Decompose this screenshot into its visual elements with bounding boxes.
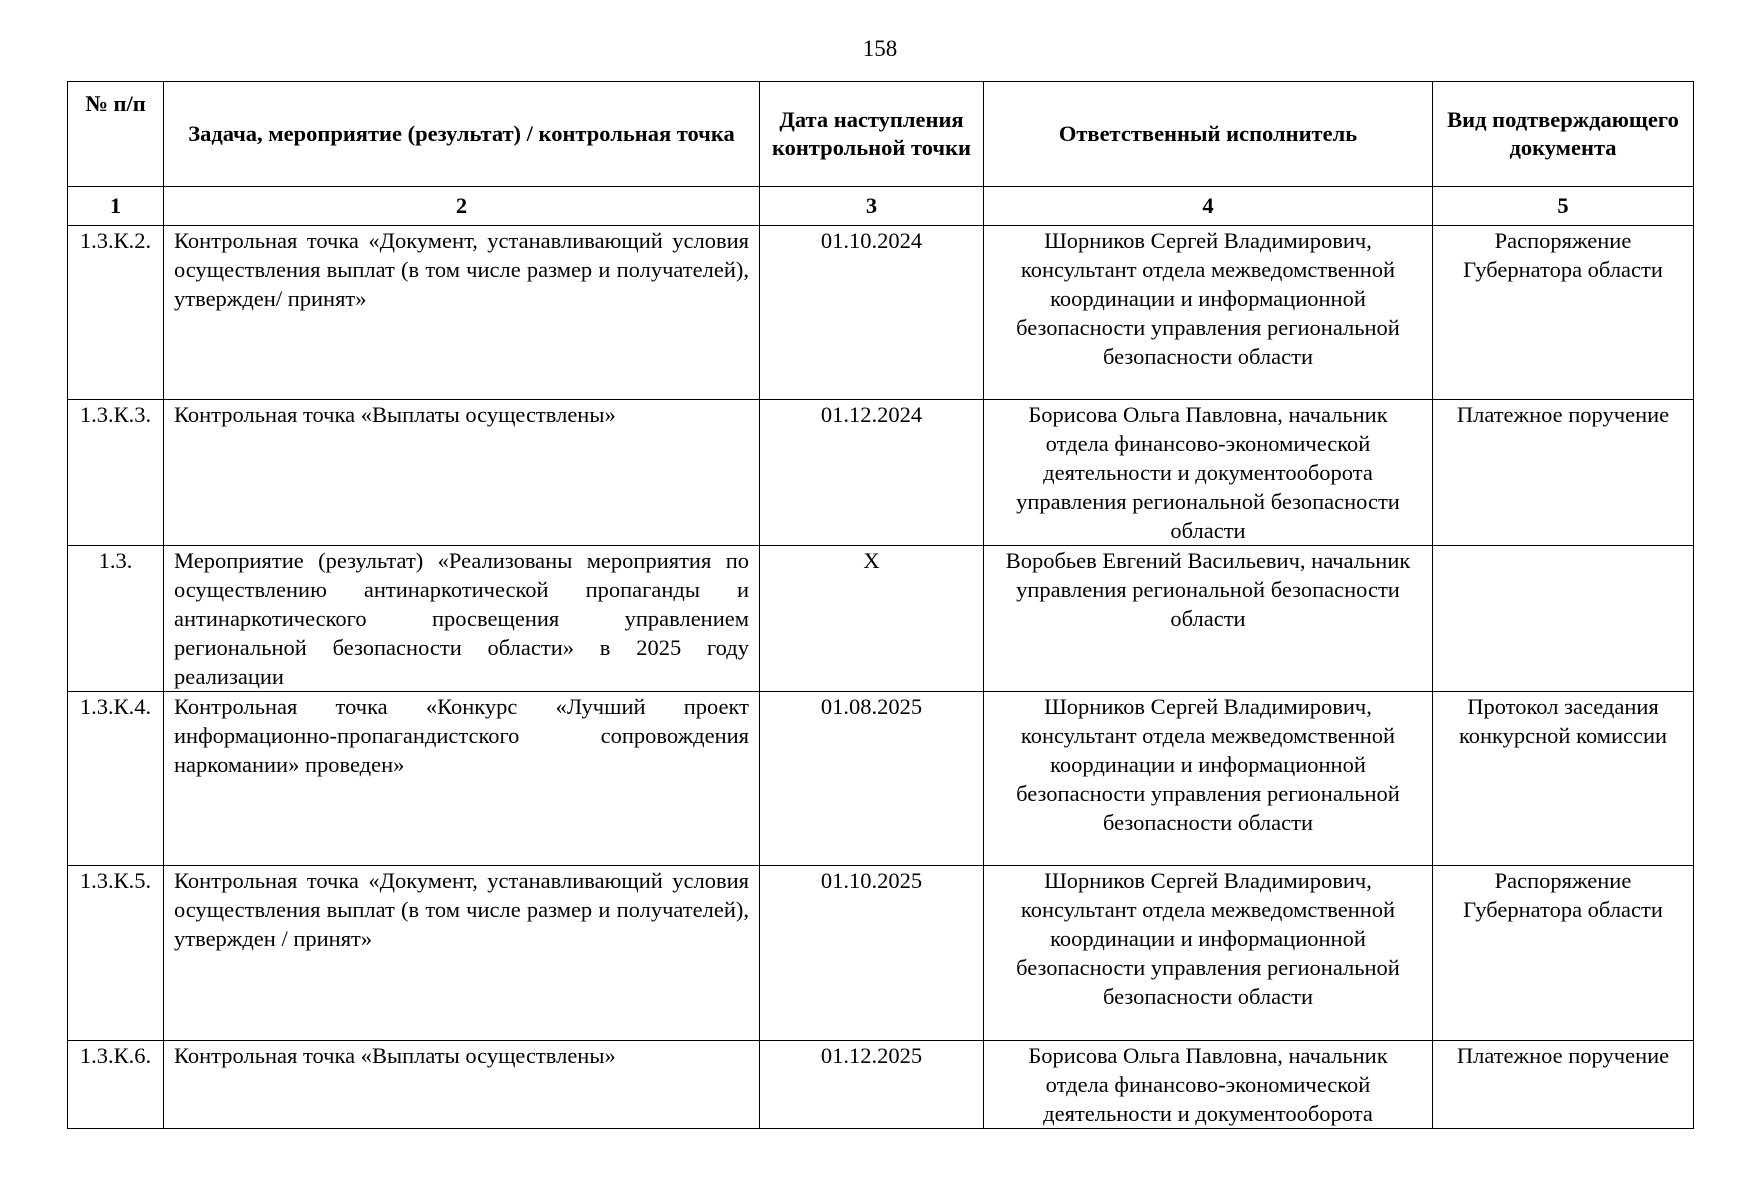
table-row bbox=[68, 1041, 1694, 1129]
row-task: Контрольная точка «Документ, устанавливающий условия осуществления выплат (в том числе размер и получателей), утвержден/ принят» bbox=[164, 226, 760, 400]
row-date: 01.12.2025 bbox=[760, 1041, 984, 1129]
row-executor: Воробьев Евгений Васильевич, начальник управления региональной безопасности области bbox=[984, 546, 1433, 692]
header-date: Дата наступления контрольной точки bbox=[760, 82, 984, 187]
table-row bbox=[68, 692, 1694, 866]
column-index: 1 bbox=[68, 187, 164, 226]
row-task: Мероприятие (результат) «Реализованы мероприятия по осуществлению антинаркотической пропаганды и антинаркотического просвещения управлением региональной безопасности области» в 2025 году реализации bbox=[164, 546, 760, 692]
row-task: Контрольная точка «Выплаты осуществлены» bbox=[164, 1041, 760, 1129]
column-index: 4 bbox=[984, 187, 1433, 226]
row-number: 1.3.К.6. bbox=[68, 1041, 164, 1129]
control-points-table bbox=[67, 81, 1694, 1129]
column-index: 5 bbox=[1433, 187, 1694, 226]
row-task: Контрольная точка «Документ, устанавливающий условия осуществления выплат (в том числе размер и получателей), утвержден / принят» bbox=[164, 866, 760, 1041]
row-task: Контрольная точка «Конкурс «Лучший проект информационно-пропагандистского сопровождения наркомании» проведен» bbox=[164, 692, 760, 866]
row-number: 1.3. bbox=[68, 546, 164, 692]
row-document bbox=[1433, 546, 1694, 692]
row-number: 1.3.К.2. bbox=[68, 226, 164, 400]
row-document: Распоряжение Губернатора области bbox=[1433, 866, 1694, 1041]
row-date: 01.10.2025 bbox=[760, 866, 984, 1041]
row-date: 01.10.2024 bbox=[760, 226, 984, 400]
header-document: Вид подтверждающего документа bbox=[1433, 82, 1694, 187]
row-task: Контрольная точка «Выплаты осуществлены» bbox=[164, 400, 760, 546]
header-number: № п/п bbox=[68, 82, 164, 187]
page-number: 158 bbox=[862, 36, 898, 61]
row-number: 1.3.К.4. bbox=[68, 692, 164, 866]
header-executor: Ответственный исполнитель bbox=[984, 82, 1433, 187]
row-document: Платежное поручение bbox=[1433, 400, 1694, 546]
row-executor: Борисова Ольга Павловна, начальник отдела финансово-экономической деятельности и документооборота bbox=[984, 1041, 1433, 1129]
header-task: Задача, мероприятие (результат) / контрольная точка bbox=[164, 82, 760, 187]
row-document: Платежное поручение bbox=[1433, 1041, 1694, 1129]
row-executor: Шорников Сергей Владимирович, консультант отдела межведомственной координации и информационной безопасности управления региональной безопасности области bbox=[984, 226, 1433, 400]
row-date: 01.08.2025 bbox=[760, 692, 984, 866]
row-number: 1.3.К.5. bbox=[68, 866, 164, 1041]
table-header-row bbox=[68, 82, 1694, 187]
table-row bbox=[68, 400, 1694, 546]
row-executor: Борисова Ольга Павловна, начальник отдела финансово-экономической деятельности и документооборота управления региональной безопасности области bbox=[984, 400, 1433, 546]
table-row bbox=[68, 866, 1694, 1041]
row-executor: Шорников Сергей Владимирович, консультант отдела межведомственной координации и информационной безопасности управления региональной безопасности области bbox=[984, 692, 1433, 866]
column-index-row bbox=[68, 187, 1694, 226]
column-index: 3 bbox=[760, 187, 984, 226]
table-row bbox=[68, 546, 1694, 692]
row-date: X bbox=[760, 546, 984, 692]
row-date: 01.12.2024 bbox=[760, 400, 984, 546]
row-executor: Шорников Сергей Владимирович, консультант отдела межведомственной координации и информационной безопасности управления региональной безопасности области bbox=[984, 866, 1433, 1041]
table-row bbox=[68, 226, 1694, 400]
column-index: 2 bbox=[164, 187, 760, 226]
row-document: Протокол заседания конкурсной комиссии bbox=[1433, 692, 1694, 866]
row-number: 1.3.К.3. bbox=[68, 400, 164, 546]
row-document: Распоряжение Губернатора области bbox=[1433, 226, 1694, 400]
